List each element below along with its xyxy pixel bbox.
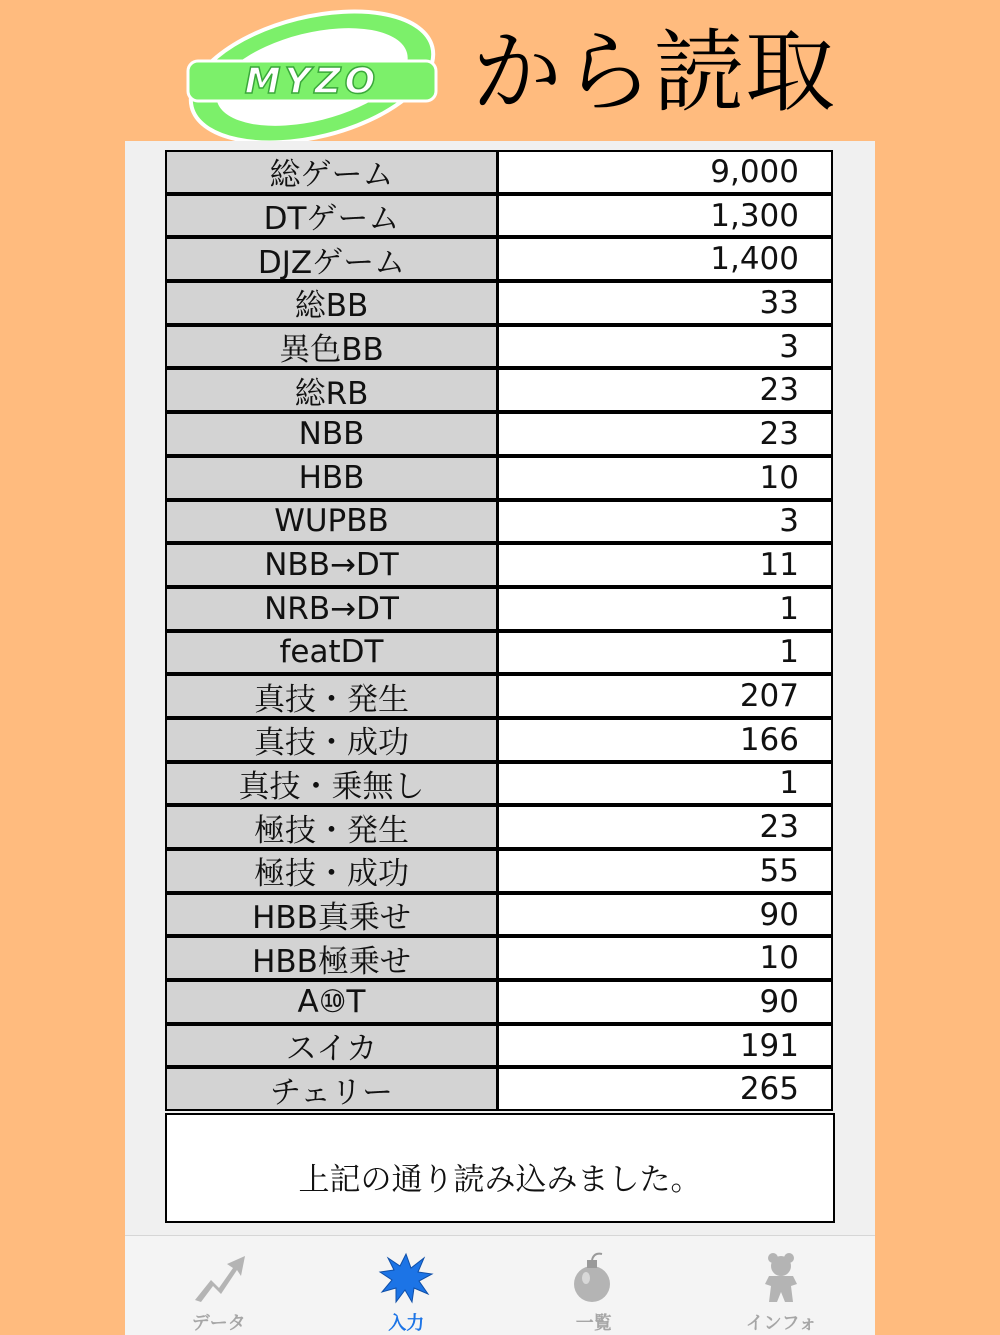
tab-info[interactable]	[688, 1236, 876, 1335]
data-table	[165, 150, 833, 1111]
row-value: 11	[499, 543, 833, 587]
row-value: 1	[499, 587, 833, 631]
row-label: NBB→DT	[165, 543, 499, 587]
bomb-icon	[566, 1250, 622, 1306]
table-row	[165, 587, 833, 631]
row-label: HBB真乗せ	[165, 893, 499, 937]
row-label: DTゲーム	[165, 194, 499, 238]
status-message: 上記の通り読み込みました。	[298, 1162, 702, 1198]
tab-list[interactable]	[500, 1236, 688, 1335]
row-value: 1,400	[499, 237, 833, 281]
row-label: 総RB	[165, 368, 499, 412]
table-row	[165, 1067, 833, 1111]
row-value: 1	[499, 631, 833, 675]
row-value: 3	[499, 325, 833, 369]
row-value: 10	[499, 936, 833, 980]
logo-text: MYZO	[244, 61, 380, 102]
bear-icon	[753, 1250, 809, 1306]
row-value: 23	[499, 805, 833, 849]
row-label: NRB→DT	[165, 587, 499, 631]
table-row	[165, 194, 833, 238]
table-row	[165, 936, 833, 980]
tab-list-label: 一覧	[575, 1313, 612, 1334]
row-value: 3	[499, 500, 833, 544]
table-row	[165, 368, 833, 412]
row-label: HBB	[165, 456, 499, 500]
tab-input-label: 入力	[388, 1313, 425, 1334]
row-label: チェリー	[165, 1067, 499, 1111]
row-label: 極技・成功	[165, 849, 499, 893]
row-value: 207	[499, 674, 833, 718]
table-row	[165, 762, 833, 806]
status-message-box	[165, 1113, 835, 1223]
row-label: featDT	[165, 631, 499, 675]
table-row	[165, 893, 833, 937]
table-row	[165, 456, 833, 500]
row-value: 23	[499, 368, 833, 412]
row-label: WUPBB	[165, 500, 499, 544]
row-value: 90	[499, 980, 833, 1024]
row-label: HBB極乗せ	[165, 936, 499, 980]
chart-arrow-icon	[191, 1250, 247, 1306]
table-row	[165, 1024, 833, 1068]
row-label: 極技・発生	[165, 805, 499, 849]
table-row	[165, 849, 833, 893]
row-value: 166	[499, 718, 833, 762]
row-value: 10	[499, 456, 833, 500]
row-value: 33	[499, 281, 833, 325]
table-row	[165, 412, 833, 456]
row-label: 異色BB	[165, 325, 499, 369]
table-row	[165, 500, 833, 544]
result-panel	[125, 141, 875, 1235]
tab-info-label: インフォ	[745, 1313, 817, 1334]
row-value: 191	[499, 1024, 833, 1068]
row-label: 真技・成功	[165, 718, 499, 762]
table-row	[165, 718, 833, 762]
table-row	[165, 237, 833, 281]
tab-data-label: データ	[191, 1313, 246, 1334]
row-label: NBB	[165, 412, 499, 456]
row-label: DJZゲーム	[165, 237, 499, 281]
table-row	[165, 805, 833, 849]
tab-input[interactable]	[313, 1236, 501, 1335]
page-title: から読取	[472, 20, 836, 125]
row-value: 55	[499, 849, 833, 893]
burst-icon	[378, 1250, 434, 1306]
row-label: A⑩T	[165, 980, 499, 1024]
row-label: 総ゲーム	[165, 150, 499, 194]
row-value: 23	[499, 412, 833, 456]
row-label: 真技・発生	[165, 674, 499, 718]
row-label: 総BB	[165, 281, 499, 325]
table-row	[165, 674, 833, 718]
table-row	[165, 631, 833, 675]
row-value: 265	[499, 1067, 833, 1111]
row-label: スイカ	[165, 1024, 499, 1068]
myzo-logo	[180, 5, 442, 145]
row-value: 9,000	[499, 150, 833, 194]
row-value: 1	[499, 762, 833, 806]
row-label: 真技・乗無し	[165, 762, 499, 806]
table-row	[165, 150, 833, 194]
table-row	[165, 281, 833, 325]
tab-bar	[125, 1235, 875, 1335]
table-row	[165, 543, 833, 587]
table-row	[165, 325, 833, 369]
row-value: 90	[499, 893, 833, 937]
tab-data[interactable]	[125, 1236, 313, 1335]
row-value: 1,300	[499, 194, 833, 238]
table-row	[165, 980, 833, 1024]
